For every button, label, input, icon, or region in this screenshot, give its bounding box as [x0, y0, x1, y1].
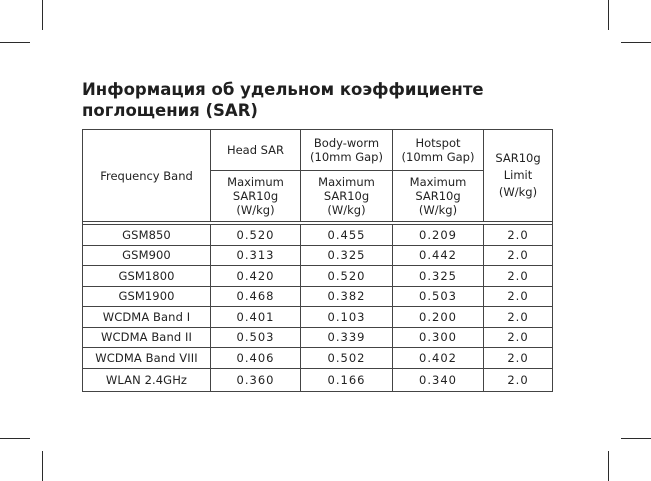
limit-cell: 2.0	[484, 286, 553, 307]
subheader-head-line-3: (W/kg)	[236, 203, 275, 217]
body-sar-cell: 0.520	[301, 266, 393, 287]
body-sar-cell: 0.325	[301, 245, 393, 266]
body-sar-cell: 0.455	[301, 225, 393, 246]
limit-cell: 2.0	[484, 307, 553, 328]
hotspot-sar-cell: 0.402	[393, 348, 484, 369]
crop-mark-top-right	[608, 0, 609, 30]
table-row	[83, 266, 553, 287]
table-row	[83, 348, 553, 369]
head-sar-cell: 0.520	[211, 225, 301, 246]
header-limit-line-2: Limit	[503, 168, 533, 182]
band-cell: GSM850	[83, 225, 211, 246]
header-hotspot	[393, 130, 484, 171]
hotspot-sar-cell: 0.340	[393, 368, 484, 391]
subheader-body-line-3: (W/kg)	[327, 203, 366, 217]
band-cell: WLAN 2.4GHz	[83, 368, 211, 391]
header-limit-line-3: (W/kg)	[498, 185, 538, 199]
hotspot-sar-cell: 0.325	[393, 266, 484, 287]
crop-mark-top-left-h	[0, 42, 30, 43]
header-head-sar: Head SAR	[211, 130, 301, 171]
crop-mark-bottom-left	[42, 451, 43, 481]
head-sar-cell: 0.401	[211, 307, 301, 328]
page-title-line-1: Информация об удельном коэффициенте	[82, 80, 484, 99]
limit-cell: 2.0	[484, 225, 553, 246]
table-row	[83, 286, 553, 307]
limit-cell: 2.0	[484, 327, 553, 348]
header-body-worm-gap: (10mm Gap)	[310, 150, 383, 164]
subheader-hotspot	[393, 171, 484, 222]
sar-table	[82, 129, 553, 392]
page-title-line-2: поглощения (SAR)	[82, 101, 258, 120]
subheader-head-line-2: SAR10g	[232, 189, 279, 203]
band-cell: WCDMA Band II	[83, 327, 211, 348]
table-row	[83, 307, 553, 328]
subheader-head-line-1: Maximum	[227, 175, 284, 189]
limit-cell: 2.0	[484, 368, 553, 391]
table-header-row	[83, 130, 553, 171]
header-limit-line-1: SAR10g	[495, 151, 541, 165]
head-sar-cell: 0.313	[211, 245, 301, 266]
subheader-head	[211, 171, 301, 222]
header-body-worm	[301, 130, 393, 171]
crop-mark-bottom-left-h	[0, 438, 30, 439]
limit-cell: 2.0	[484, 245, 553, 266]
limit-cell: 2.0	[484, 348, 553, 369]
band-cell: WCDMA Band I	[83, 307, 211, 328]
header-body-worm-line: Body-worm	[313, 136, 380, 150]
crop-mark-bottom-right	[608, 451, 609, 481]
head-sar-cell: 0.360	[211, 368, 301, 391]
crop-mark-top-right-h	[621, 42, 651, 43]
body-sar-cell: 0.339	[301, 327, 393, 348]
hotspot-sar-cell: 0.209	[393, 225, 484, 246]
header-hotspot-gap: (10mm Gap)	[401, 150, 475, 164]
head-sar-cell: 0.503	[211, 327, 301, 348]
head-sar-cell: 0.406	[211, 348, 301, 369]
head-sar-cell: 0.420	[211, 266, 301, 287]
subheader-hotspot-line-1: Maximum	[409, 175, 467, 189]
body-sar-cell: 0.382	[301, 286, 393, 307]
limit-cell: 2.0	[484, 266, 553, 287]
body-sar-cell: 0.502	[301, 348, 393, 369]
table-row	[83, 327, 553, 348]
table-row	[83, 245, 553, 266]
header-frequency-band: Frequency Band	[83, 130, 211, 222]
subheader-body-line-2: SAR10g	[323, 189, 370, 203]
page-title	[82, 79, 582, 121]
crop-mark-top-left	[42, 0, 43, 30]
body-sar-cell: 0.103	[301, 307, 393, 328]
band-cell: GSM900	[83, 245, 211, 266]
band-cell: WCDMA Band VIII	[83, 348, 211, 369]
subheader-body-line-1: Maximum	[318, 175, 375, 189]
subheader-hotspot-line-3: (W/kg)	[418, 203, 458, 217]
band-cell: GSM1900	[83, 286, 211, 307]
hotspot-sar-cell: 0.503	[393, 286, 484, 307]
table-row	[83, 368, 553, 391]
body-sar-cell: 0.166	[301, 368, 393, 391]
table-row	[83, 225, 553, 246]
band-cell: GSM1800	[83, 266, 211, 287]
hotspot-sar-cell: 0.442	[393, 245, 484, 266]
subheader-body	[301, 171, 393, 222]
header-hotspot-line: Hotspot	[415, 136, 461, 150]
crop-mark-bottom-right-h	[621, 438, 651, 439]
hotspot-sar-cell: 0.200	[393, 307, 484, 328]
header-limit	[484, 130, 553, 222]
subheader-hotspot-line-2: SAR10g	[415, 189, 461, 203]
hotspot-sar-cell: 0.300	[393, 327, 484, 348]
head-sar-cell: 0.468	[211, 286, 301, 307]
